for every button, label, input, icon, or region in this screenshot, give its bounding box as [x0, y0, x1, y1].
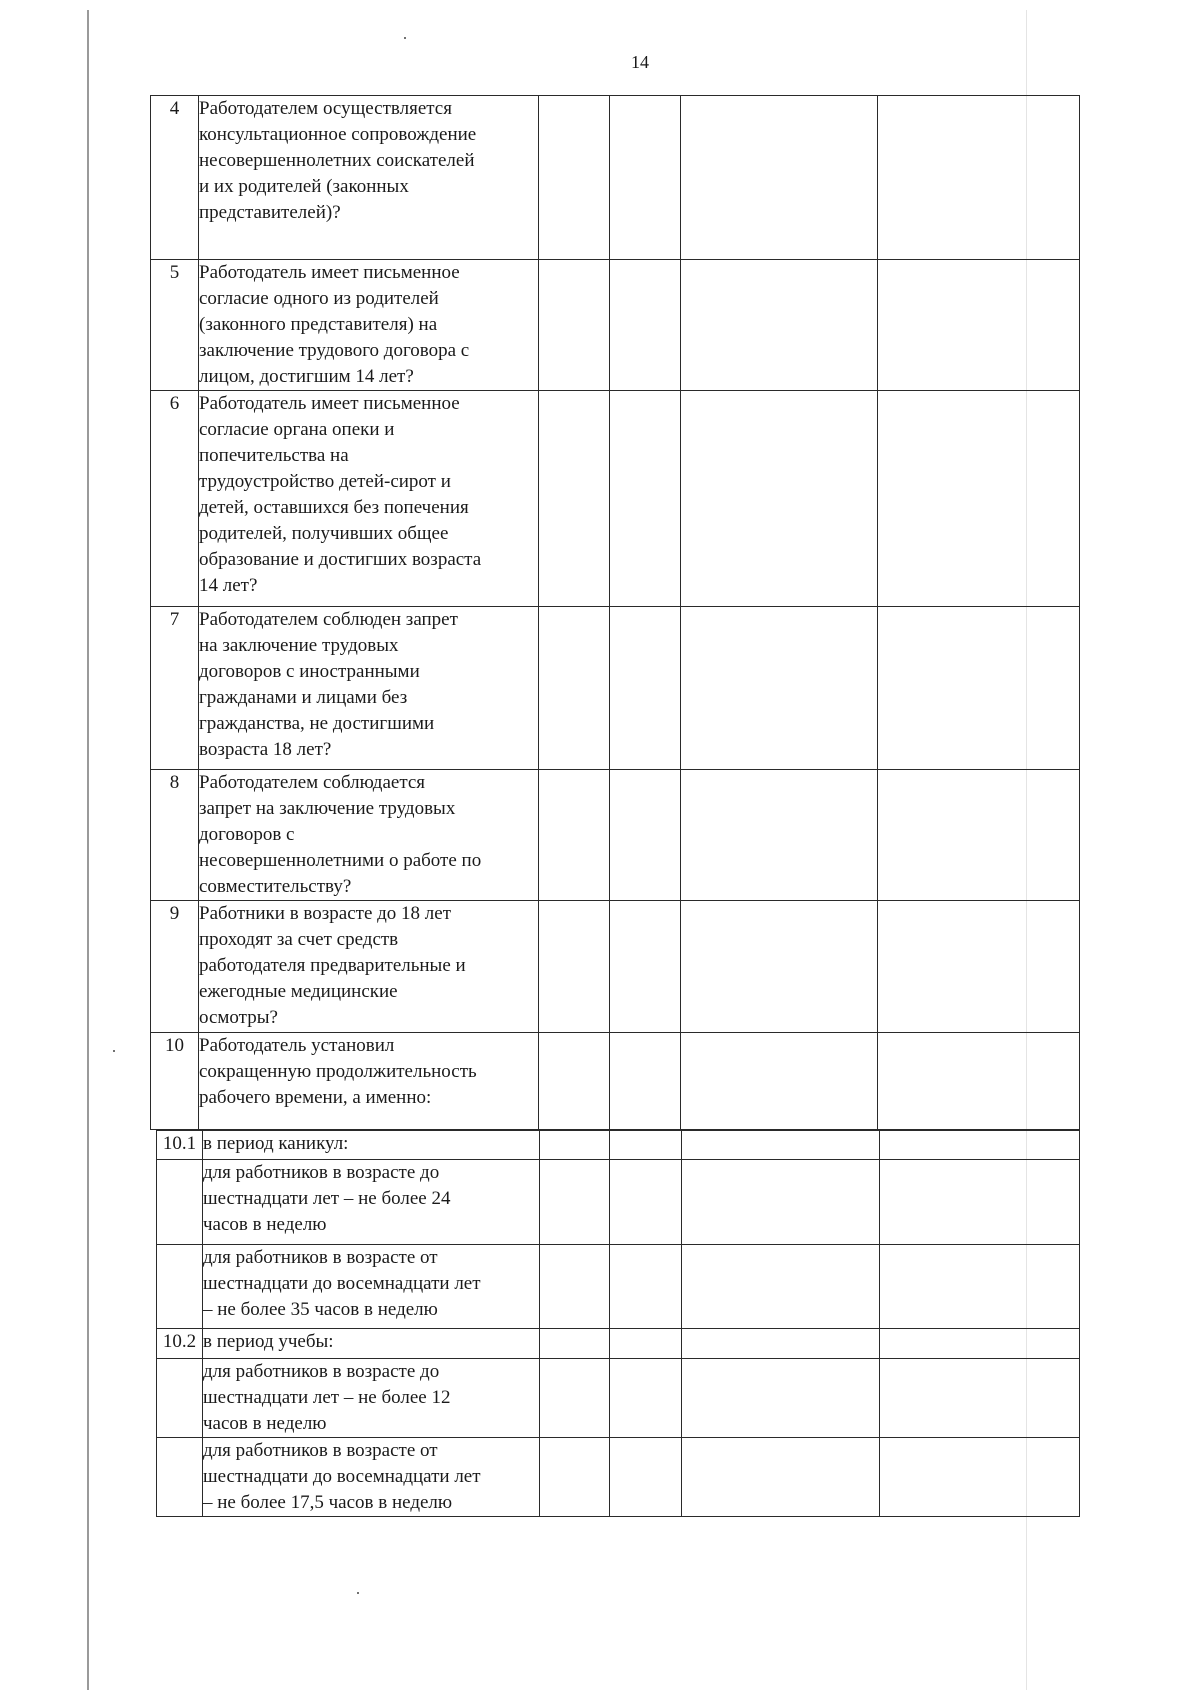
question-text: Работодателем соблюдается запрет на заключение трудовых договоров с несовершеннолетними о работе по совместительству? — [199, 770, 539, 901]
question-text: Работодатель имеет письменное согласие одного из родителей (законного представителя) на заключение трудового договора с лицом, достигшим 14 лет? — [199, 260, 539, 391]
answer-cell[interactable] — [610, 1359, 682, 1438]
note-cell[interactable] — [880, 1245, 1080, 1329]
answer-cell[interactable] — [610, 1033, 681, 1130]
reference-cell[interactable] — [682, 1438, 880, 1517]
table-row — [151, 96, 1080, 260]
scan-speck — [404, 37, 406, 39]
note-cell[interactable] — [878, 96, 1080, 260]
row-number — [157, 1160, 203, 1245]
question-text: для работников в возрасте до шестнадцати лет – не более 24 часов в неделю — [203, 1160, 540, 1245]
reference-cell[interactable] — [681, 391, 878, 607]
question-text: для работников в возрасте от шестнадцати до восемнадцати лет – не более 35 часов в неделю — [203, 1245, 540, 1329]
reference-cell[interactable] — [681, 1033, 878, 1130]
reference-cell[interactable] — [681, 607, 878, 770]
reference-cell[interactable] — [681, 901, 878, 1033]
reference-cell[interactable] — [682, 1160, 880, 1245]
answer-cell[interactable] — [539, 1033, 610, 1130]
question-text: Работники в возрасте до 18 лет проходят за счет средств работодателя предварительные и ежегодные медицинские осмотры? — [199, 901, 539, 1033]
row-number — [157, 1359, 203, 1438]
note-cell[interactable] — [878, 1033, 1080, 1130]
checklist-table-part-a — [150, 95, 1080, 1130]
answer-cell[interactable] — [610, 901, 681, 1033]
reference-cell[interactable] — [682, 1329, 880, 1359]
page-number: 14 — [631, 52, 649, 72]
row-number: 10 — [151, 1033, 199, 1130]
table-row — [151, 260, 1080, 391]
question-text: Работодатель установил сокращенную продолжительность рабочего времени, а именно: — [199, 1033, 539, 1130]
reference-cell[interactable] — [681, 260, 878, 391]
table-row — [157, 1131, 1080, 1160]
answer-cell[interactable] — [540, 1131, 610, 1160]
row-number: 9 — [151, 901, 199, 1033]
reference-cell[interactable] — [682, 1131, 880, 1160]
table-row — [151, 1033, 1080, 1130]
note-cell[interactable] — [878, 260, 1080, 391]
note-cell[interactable] — [880, 1131, 1080, 1160]
scan-margin-line — [87, 10, 89, 1690]
row-number: 10.2 — [157, 1329, 203, 1359]
table-row — [151, 607, 1080, 770]
question-text: Работодатель имеет письменное согласие органа опеки и попечительства на трудоустройство детей-сирот и детей, оставшихся без попечения родителей, получивших общее образование и достигших возраста 14 лет? — [199, 391, 539, 607]
scan-speck — [113, 1050, 115, 1052]
answer-cell[interactable] — [539, 260, 610, 391]
question-text: в период учебы: — [203, 1329, 540, 1359]
answer-cell[interactable] — [610, 1329, 682, 1359]
question-text: для работников в возрасте до шестнадцати лет – не более 12 часов в неделю — [203, 1359, 540, 1438]
table-row — [151, 901, 1080, 1033]
answer-cell[interactable] — [539, 901, 610, 1033]
note-cell[interactable] — [880, 1359, 1080, 1438]
question-text: для работников в возрасте от шестнадцати до восемнадцати лет – не более 17,5 часов в неделю — [203, 1438, 540, 1517]
note-cell[interactable] — [878, 607, 1080, 770]
row-number: 7 — [151, 607, 199, 770]
reference-cell[interactable] — [682, 1245, 880, 1329]
answer-cell[interactable] — [539, 96, 610, 260]
note-cell[interactable] — [880, 1329, 1080, 1359]
answer-cell[interactable] — [540, 1438, 610, 1517]
answer-cell[interactable] — [610, 1160, 682, 1245]
table-row — [157, 1160, 1080, 1245]
row-number: 8 — [151, 770, 199, 901]
answer-cell[interactable] — [540, 1160, 610, 1245]
scan-speck — [357, 1592, 359, 1594]
note-cell[interactable] — [880, 1160, 1080, 1245]
answer-cell[interactable] — [539, 391, 610, 607]
answer-cell[interactable] — [610, 260, 681, 391]
answer-cell[interactable] — [610, 1438, 682, 1517]
table-row — [157, 1329, 1080, 1359]
question-text: Работодателем осуществляется консультационное сопровождение несовершеннолетних соискателей и их родителей (законных представителей)? — [199, 96, 539, 260]
table-row — [157, 1359, 1080, 1438]
table-row — [151, 770, 1080, 901]
answer-cell[interactable] — [540, 1359, 610, 1438]
answer-cell[interactable] — [539, 770, 610, 901]
answer-cell[interactable] — [610, 391, 681, 607]
reference-cell[interactable] — [681, 770, 878, 901]
checklist-table-part-b — [156, 1130, 1080, 1517]
answer-cell[interactable] — [540, 1245, 610, 1329]
table-row — [157, 1438, 1080, 1517]
row-number: 4 — [151, 96, 199, 260]
row-number: 6 — [151, 391, 199, 607]
row-number: 5 — [151, 260, 199, 391]
answer-cell[interactable] — [610, 96, 681, 260]
note-cell[interactable] — [878, 901, 1080, 1033]
answer-cell[interactable] — [539, 607, 610, 770]
reference-cell[interactable] — [681, 96, 878, 260]
answer-cell[interactable] — [610, 770, 681, 901]
note-cell[interactable] — [878, 391, 1080, 607]
row-number — [157, 1438, 203, 1517]
question-text: Работодателем соблюден запрет на заключение трудовых договоров с иностранными гражданами и лицами без гражданства, не достигшими возраста 18 лет? — [199, 607, 539, 770]
answer-cell[interactable] — [610, 1245, 682, 1329]
question-text: в период каникул: — [203, 1131, 540, 1160]
reference-cell[interactable] — [682, 1359, 880, 1438]
table-row — [157, 1245, 1080, 1329]
answer-cell[interactable] — [540, 1329, 610, 1359]
note-cell[interactable] — [880, 1438, 1080, 1517]
table-row — [151, 391, 1080, 607]
row-number — [157, 1245, 203, 1329]
answer-cell[interactable] — [610, 607, 681, 770]
note-cell[interactable] — [878, 770, 1080, 901]
row-number: 10.1 — [157, 1131, 203, 1160]
answer-cell[interactable] — [610, 1131, 682, 1160]
